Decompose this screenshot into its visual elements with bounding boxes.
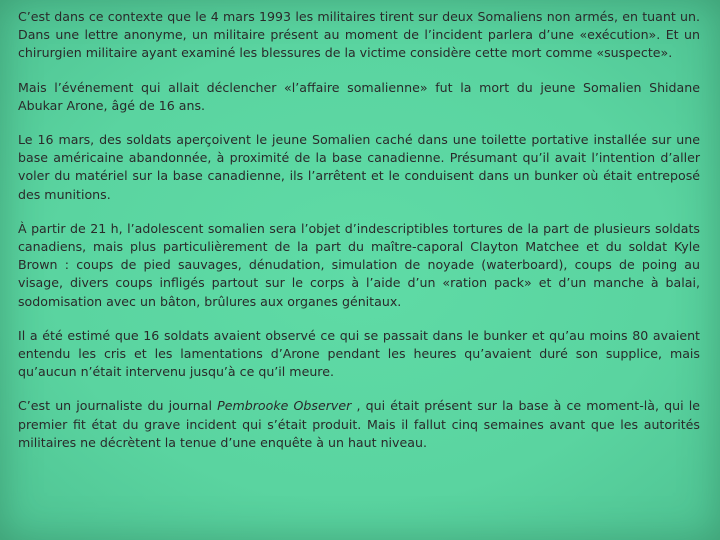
- text-block: [18, 8, 700, 468]
- paragraph-5: Il a été estimé que 16 soldats avaient observé ce qui se passait dans le bunker et qu’au moins 80 avaient entendu les cris et les lamentations d’Arone pendant les heures qu’avaient duré son supplice, mais qu’aucun n’était intervenu jusqu’à ce qu’il meure.: [18, 327, 700, 380]
- paragraph-4: À partir de 21 h, l’adolescent somalien sera l’objet d’indescriptibles tortures de la part de plusieurs soldats canadiens, mais plus particulièrement de la part du maître-caporal Clayton Matchee et du soldat Kyle Brown : coups de pied sauvages, dénudation, simulation de noyade (waterboard), coups de poing au visage, divers coups infligés partout sur le corps à l’aide d’un «ration pack» et d’un manche à balai, sodomisation avec un bâton, brûlures aux organes génitaux.: [18, 220, 700, 309]
- paragraph-6: [18, 397, 700, 452]
- paragraph-6-after: , qui était présent sur la base à ce moment-là, qui le premier fit état du grave incident qui s’était produit. Mais il fallut cinq semaines avant que les autorités militaires ne décrètent la tenue d’une enquête à un haut niveau.: [18, 398, 700, 450]
- paragraph-3: Le 16 mars, des soldats aperçoivent le jeune Somalien caché dans une toilette portative installée sur une base américaine abandonnée, à proximité de la base canadienne. Présumant qu’il avait l’intention d’aller voler du matériel sur la base canadienne, ils l’arrêtent et le conduisent dans un bunker où était entreposé des munitions.: [18, 132, 700, 202]
- paragraph-1: C’est dans ce contexte que le 4 mars 1993 les militaires tirent sur deux Somaliens non armés, en tuant un. Dans une lettre anonyme, un militaire présent au moment de l’incident parlera d’une «exécution». Et un chirurgien militaire ayant examiné les blessures de la victime considère cette mort comme «suspecte».: [18, 9, 700, 61]
- newspaper-title: Pembrooke Observer: [217, 398, 352, 414]
- paragraph-2: Mais l’événement qui allait déclencher «l’affaire somalienne» fut la mort du jeune Somalien Shidane Abukar Arone, âgé de 16 ans.: [18, 79, 700, 113]
- paragraph-6-before: C’est un journaliste du journal: [18, 398, 218, 414]
